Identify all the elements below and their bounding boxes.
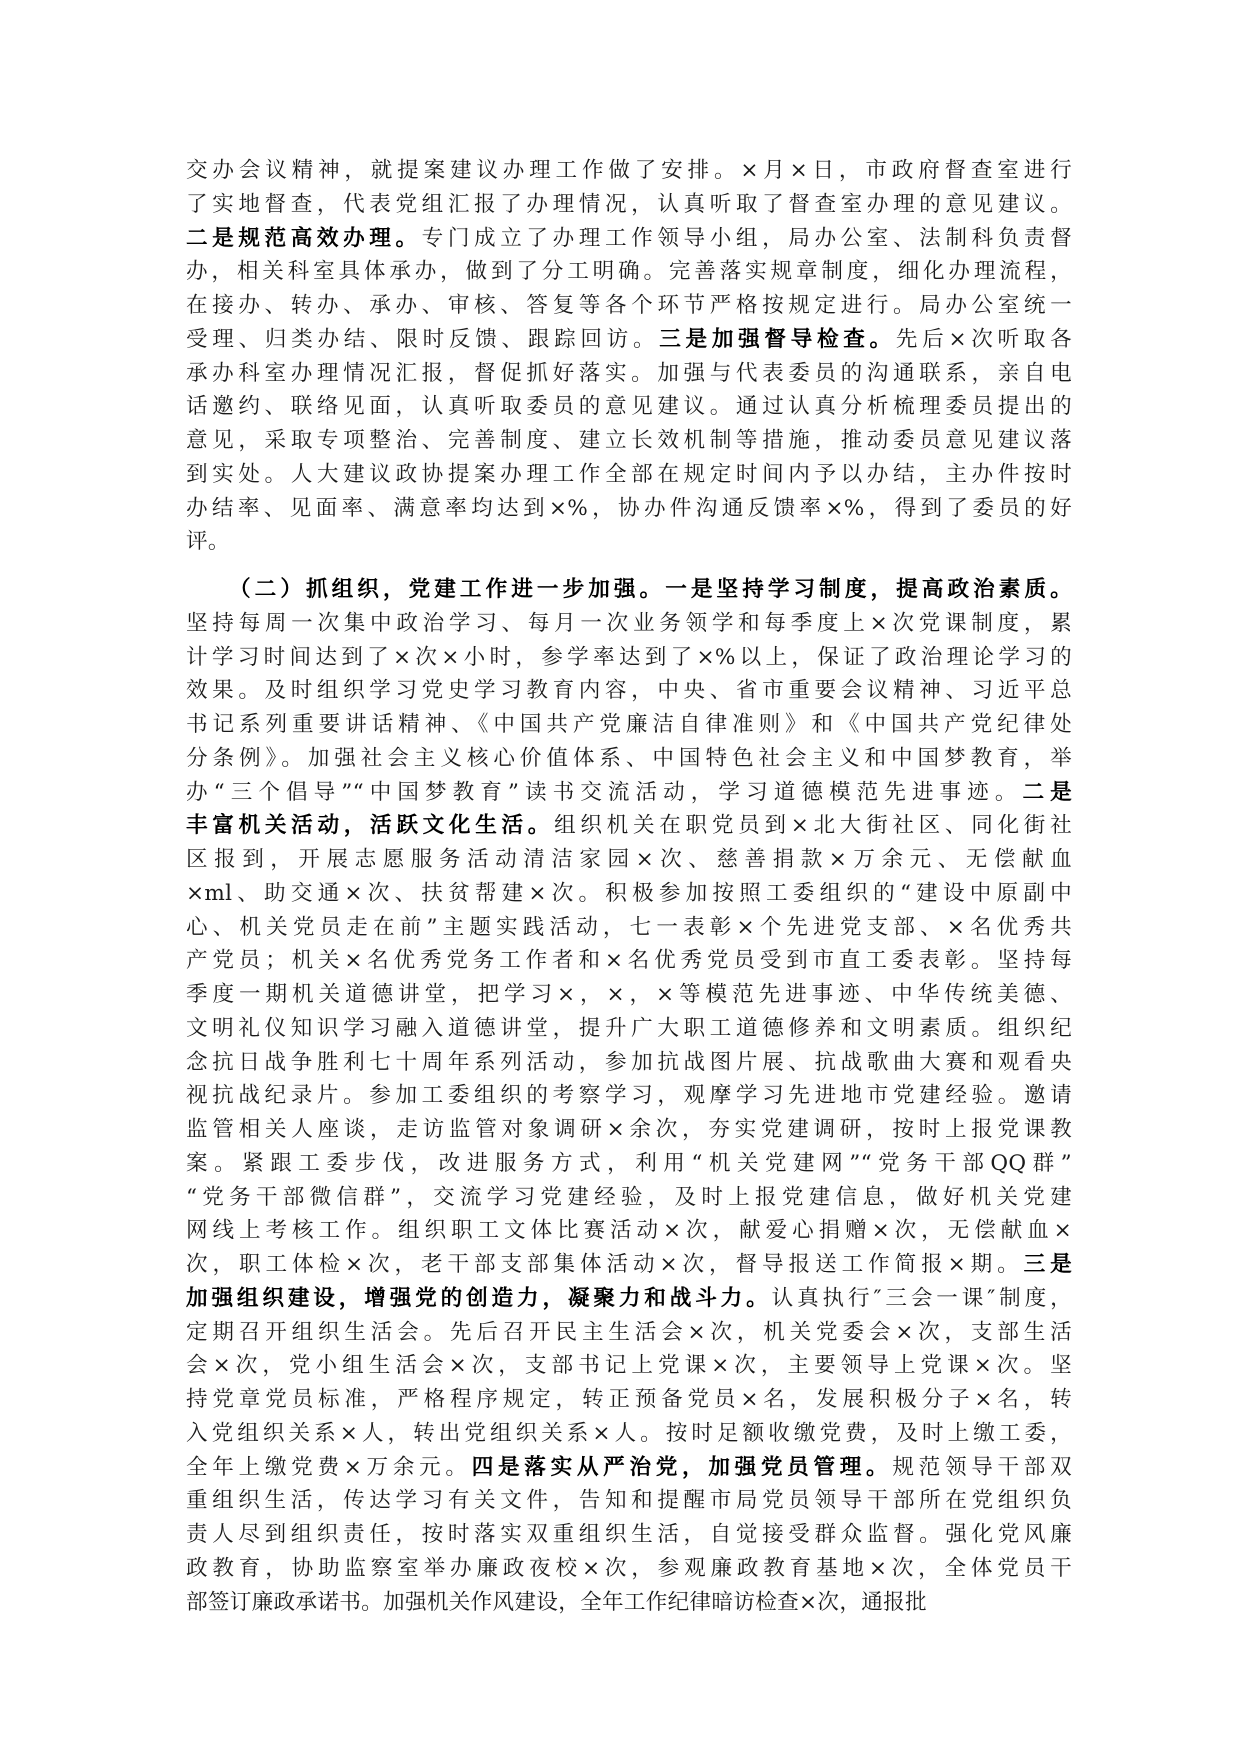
text-segment: 网线上考核工作。组织职工文体比赛活动×次，献爱心捐赠×次，无偿献血×	[186, 1218, 1072, 1244]
text-segment: 部签订廉政承诺书。加强机关作风建设，全年工作纪律暗访检查×次，通报批	[186, 1589, 927, 1615]
text-line	[186, 458, 1072, 492]
bold-text-segment: 二是	[1022, 779, 1072, 805]
bold-text-segment: 三是	[1023, 1252, 1072, 1277]
paragraph-1	[186, 154, 1072, 559]
text-segment: 全年上缴党费×万余元。	[186, 1454, 472, 1480]
text-segment: 认真执行″三会一课″制度，	[771, 1285, 1072, 1311]
text-segment: 计学习时间达到了×次×小时，参学率达到了×%以上，保证了政治理论学习的	[186, 644, 1072, 670]
bold-text-segment: 二是规范高效办理。	[186, 225, 422, 251]
text-line	[186, 1349, 1072, 1383]
bold-text-segment: 丰富机关活动，活跃文化生活。	[186, 813, 555, 839]
text-segment: 效果。及时组织学习党史学习教育内容，中央、省市重要会议精神、习近平总	[186, 678, 1072, 704]
text-segment: 重组织生活，传达学习有关文件，告知和提醒市局党员领导干部所在党组织负	[186, 1488, 1072, 1514]
text-line	[186, 708, 1072, 742]
text-line	[186, 1316, 1072, 1350]
text-line	[186, 357, 1072, 391]
text-segment: 区报到，开展志愿服务活动清洁家园×次、慈善捐款×万余元、无偿献血	[186, 847, 1072, 872]
text-segment: 分条例》。加强社会主义核心价值体系、中国特色社会主义和中国梦教育，举	[186, 745, 1072, 771]
text-line	[186, 1383, 1072, 1417]
text-segment: 话邀约、联络见面，认真听取委员的意见建议。通过认真分析梳理委员提出的	[186, 394, 1072, 420]
text-segment: 办，相关科室具体承办，做到了分工明确。完善落实规章制度，细化办理流程，	[186, 259, 1072, 285]
bold-text-segment: 加强组织建设，增强党的创造力，凝聚力和战斗力。	[186, 1285, 772, 1311]
text-line	[186, 978, 1072, 1012]
text-line	[186, 1586, 1072, 1620]
text-line	[186, 607, 1072, 641]
text-segment: 评。	[186, 529, 230, 555]
text-line	[186, 911, 1072, 945]
text-segment: 持党章党员标准，严格程序规定，转正预备党员×名，发展积极分子×名，转	[186, 1387, 1072, 1412]
text-line	[186, 742, 1072, 776]
text-segment: 入党组织关系×人，转出党组织关系×人。按时足额收缴党费，及时上缴工委，	[186, 1420, 1072, 1446]
text-segment: 心、机关党员走在前”主题实践活动，七一表彰×个先进党支部、×名优秀共	[186, 914, 1072, 940]
text-segment: 念抗日战争胜利七十周年系列活动，参加抗战图片展、抗战歌曲大赛和观看央	[186, 1049, 1072, 1075]
text-segment: 案。紧跟工委步伐，改进服务方式，利用“机关党建网”“党务干部QQ群”	[186, 1150, 1072, 1176]
text-line	[186, 641, 1072, 675]
text-segment: 办结率、见面率、满意率均达到×%，协办件沟通反馈率×%，得到了委员的好	[186, 495, 1072, 521]
text-line	[186, 1282, 1072, 1316]
text-segment: ×ml、助交通×次、扶贫帮建×次。积极参加按照工委组织的“建设中原副中	[186, 880, 1072, 906]
text-line	[186, 222, 1072, 256]
text-segment: 受理、归类办结、限时反馈、跟踪回访。	[186, 326, 660, 352]
text-segment: 在接办、转办、承办、审核、答复等各个环节严格按规定进行。局办公室统一	[186, 293, 1072, 318]
text-segment: 承办科室办理情况汇报，督促抓好落实。加强与代表委员的沟通联系，亲自电	[186, 360, 1072, 386]
text-segment: 先后×次听取各	[895, 326, 1072, 352]
text-segment: 专门成立了办理工作领导小组，局办公室、法制科负责督	[421, 225, 1072, 251]
text-line	[186, 1079, 1072, 1113]
text-segment: 组织机关在职党员到×北大街社区、同化街社	[554, 813, 1072, 839]
text-line	[186, 944, 1072, 978]
text-segment: 坚持每周一次集中政治学习、每月一次业务领学和每季度上×次党课制度，累	[186, 610, 1072, 636]
text-line	[186, 390, 1072, 424]
text-line	[186, 1484, 1072, 1518]
text-segment: 监管相关人座谈，走访监管对象调研×余次，夯实党建调研，按时上报党课教	[186, 1117, 1072, 1142]
document-page	[186, 154, 1072, 1619]
bold-text-segment: 四是落实从严治党，加强党员管理。	[471, 1454, 893, 1480]
text-segment: 政教育，协助监察室举办廉政夜校×次，参观廉政教育基地×次，全体党员干	[186, 1555, 1072, 1581]
text-line	[186, 1518, 1072, 1552]
text-line	[186, 573, 1072, 607]
text-segment: 了实地督查，代表党组汇报了办理情况，认真听取了督查室办理的意见建议。	[186, 191, 1072, 217]
text-line	[186, 424, 1072, 458]
bold-text-segment: （二）抓组织，党建工作进一步加强。一是坚持学习制度，提高政治素质。	[229, 577, 1072, 602]
bold-text-segment: 三是加强督导检查。	[659, 326, 896, 352]
text-segment: 到实处。人大建议政协提案办理工作全部在规定时间内予以办结，主办件按时	[186, 461, 1072, 487]
text-segment: 定期召开组织生活会。先后召开民主生活会×次，机关党委会×次，支部生活	[186, 1319, 1072, 1345]
paragraph-2	[186, 573, 1072, 1619]
text-segment: 会×次，党小组生活会×次，支部书记上党课×次，主要领导上党课×次。坚	[186, 1353, 1072, 1379]
text-line	[186, 877, 1072, 911]
text-segment: 责人尽到组织责任，按时落实双重组织生活，自觉接受群众监督。强化党风廉	[186, 1522, 1072, 1547]
text-segment: 文明礼仪知识学习融入道德讲堂，提升广大职工道德修养和文明素质。组织纪	[186, 1015, 1072, 1041]
text-line	[186, 1417, 1072, 1451]
text-segment: 次，职工体检×次，老干部支部集体活动×次，督导报送工作简报×期。	[186, 1252, 1024, 1277]
text-line	[186, 674, 1072, 708]
text-line	[186, 843, 1072, 877]
text-segment: 规范领导干部双	[892, 1454, 1072, 1480]
text-segment: 意见，采取专项整治、完善制度、建立长效机制等措施，推动委员意见建议落	[186, 428, 1072, 453]
text-segment: “党务干部微信群”，交流学习党建经验，及时上报党建信息，做好机关党建	[186, 1184, 1072, 1210]
text-line	[186, 323, 1072, 357]
text-line	[186, 1113, 1072, 1147]
text-line	[186, 1451, 1072, 1485]
text-line	[186, 154, 1072, 188]
text-segment: 产党员；机关×名优秀党务工作者和×名优秀党员受到市直工委表彰。坚持每	[186, 948, 1072, 974]
text-line	[186, 492, 1072, 526]
text-segment: 视抗战纪录片。参加工委组织的考察学习，观摩学习先进地市党建经验。邀请	[186, 1083, 1072, 1109]
text-segment: 交办会议精神，就提案建议办理工作做了安排。×月×日，市政府督查室进行	[186, 158, 1072, 183]
text-line	[186, 776, 1072, 810]
text-segment: 书记系列重要讲话精神、《中国共产党廉洁自律准则》和《中国共产党纪律处	[186, 712, 1072, 737]
text-line	[186, 188, 1072, 222]
text-line	[186, 1181, 1072, 1215]
text-line	[186, 1248, 1072, 1282]
text-line	[186, 1214, 1072, 1248]
text-segment: 季度一期机关道德讲堂，把学习×，×，×等模范先进事迹、中华传统美德、	[186, 982, 1072, 1007]
text-segment: 办“三个倡导”“中国梦教育”读书交流活动，学习道德模范先进事迹。	[186, 779, 1023, 805]
text-line	[186, 525, 1072, 559]
text-line	[186, 1046, 1072, 1080]
text-line	[186, 255, 1072, 289]
text-line	[186, 1552, 1072, 1586]
text-line	[186, 1012, 1072, 1046]
text-line	[186, 1147, 1072, 1181]
text-line	[186, 809, 1072, 843]
text-line	[186, 289, 1072, 323]
